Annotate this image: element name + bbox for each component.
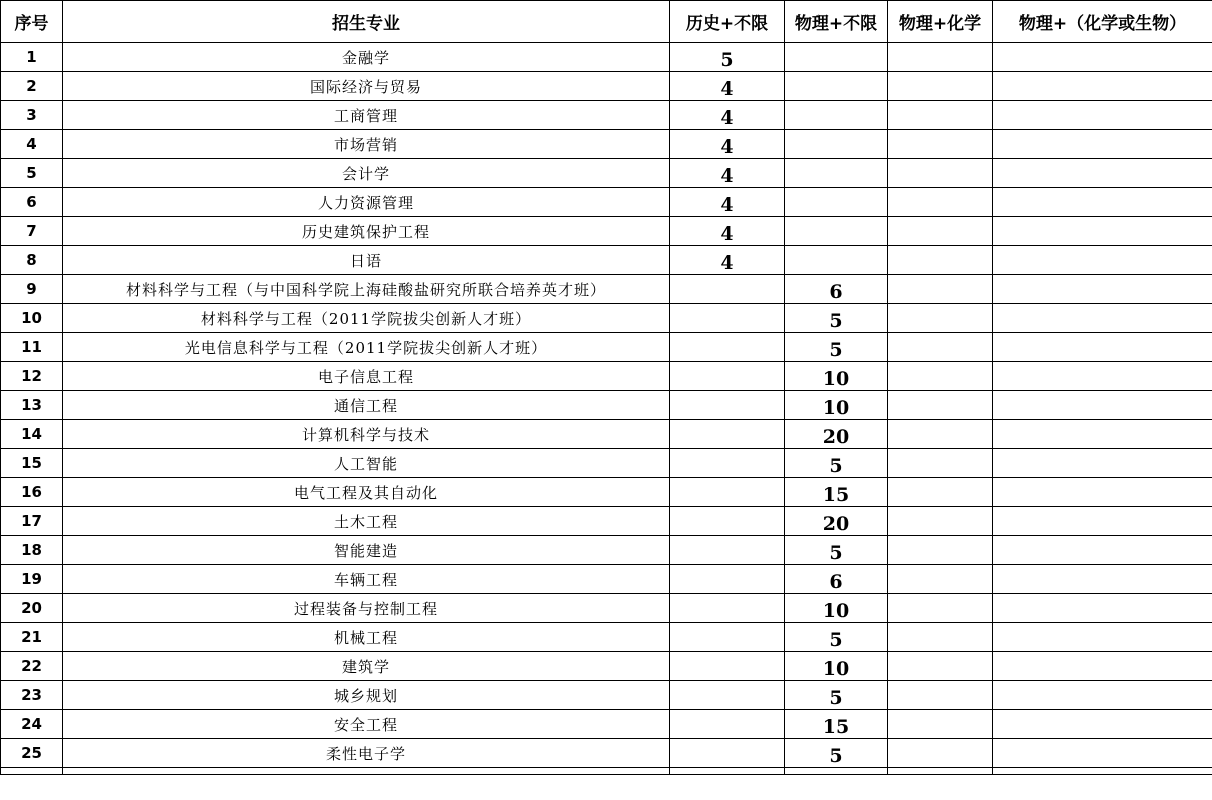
cell-index: 5 <box>1 159 63 188</box>
cell-physics-chem-or-bio <box>993 652 1212 681</box>
cell-empty <box>1 768 63 775</box>
table-row <box>1 159 1212 188</box>
cell-history-any <box>670 275 785 304</box>
cell-physics-any: 10 <box>785 594 888 623</box>
cell-physics-chem-or-bio <box>993 72 1212 101</box>
table-row <box>1 420 1212 449</box>
cell-major: 安全工程 <box>63 710 670 739</box>
cell-empty <box>670 768 785 775</box>
cell-physics-any <box>785 72 888 101</box>
cell-physics-any: 6 <box>785 275 888 304</box>
cell-physics-any: 5 <box>785 304 888 333</box>
cell-history-any: 4 <box>670 246 785 275</box>
table-row <box>1 507 1212 536</box>
cell-physics-any: 5 <box>785 681 888 710</box>
cell-physics-chemistry <box>888 362 993 391</box>
cell-index: 8 <box>1 246 63 275</box>
cell-history-any <box>670 739 785 768</box>
cell-index: 24 <box>1 710 63 739</box>
cell-history-any: 4 <box>670 130 785 159</box>
table-row <box>1 130 1212 159</box>
cell-physics-chemistry <box>888 246 993 275</box>
cell-major: 历史建筑保护工程 <box>63 217 670 246</box>
cell-physics-chemistry <box>888 710 993 739</box>
cell-major: 人工智能 <box>63 449 670 478</box>
cell-index: 3 <box>1 101 63 130</box>
cell-physics-chem-or-bio <box>993 536 1212 565</box>
cell-history-any <box>670 333 785 362</box>
cell-major: 金融学 <box>63 43 670 72</box>
cell-history-any <box>670 304 785 333</box>
header-major: 招生专业 <box>63 1 670 43</box>
cell-index: 17 <box>1 507 63 536</box>
cell-physics-any: 5 <box>785 333 888 362</box>
cell-major: 城乡规划 <box>63 681 670 710</box>
cell-major: 计算机科学与技术 <box>63 420 670 449</box>
table-row <box>1 652 1212 681</box>
cell-physics-any: 5 <box>785 536 888 565</box>
table-row <box>1 217 1212 246</box>
cell-physics-any <box>785 159 888 188</box>
cell-physics-chem-or-bio <box>993 101 1212 130</box>
cell-major: 国际经济与贸易 <box>63 72 670 101</box>
cell-physics-chemistry <box>888 304 993 333</box>
cell-index: 14 <box>1 420 63 449</box>
cell-physics-chemistry <box>888 159 993 188</box>
cell-physics-chem-or-bio <box>993 710 1212 739</box>
cell-history-any: 4 <box>670 217 785 246</box>
cell-major: 材料科学与工程（2011学院拔尖创新人才班） <box>63 304 670 333</box>
cell-history-any <box>670 362 785 391</box>
header-history-any: 历史+不限 <box>670 1 785 43</box>
cell-index: 22 <box>1 652 63 681</box>
cell-physics-chemistry <box>888 391 993 420</box>
header-physics-chemistry: 物理+化学 <box>888 1 993 43</box>
cell-physics-chemistry <box>888 594 993 623</box>
cell-physics-chem-or-bio <box>993 507 1212 536</box>
cell-major: 材料科学与工程（与中国科学院上海硅酸盐研究所联合培养英才班） <box>63 275 670 304</box>
cell-physics-chemistry <box>888 623 993 652</box>
table-row <box>1 43 1212 72</box>
cell-index: 16 <box>1 478 63 507</box>
cell-physics-any: 10 <box>785 652 888 681</box>
cell-index: 21 <box>1 623 63 652</box>
cell-history-any <box>670 391 785 420</box>
table-row <box>1 275 1212 304</box>
cell-physics-chemistry <box>888 188 993 217</box>
cell-empty <box>63 768 670 775</box>
cell-history-any <box>670 710 785 739</box>
cell-physics-chemistry <box>888 101 993 130</box>
cell-history-any <box>670 507 785 536</box>
table-row <box>1 362 1212 391</box>
cell-major: 柔性电子学 <box>63 739 670 768</box>
cell-physics-chem-or-bio <box>993 594 1212 623</box>
cell-major: 市场营销 <box>63 130 670 159</box>
cell-physics-any: 10 <box>785 362 888 391</box>
cell-major: 光电信息科学与工程（2011学院拔尖创新人才班） <box>63 333 670 362</box>
cell-empty <box>785 768 888 775</box>
cell-physics-chem-or-bio <box>993 217 1212 246</box>
cell-physics-chem-or-bio <box>993 565 1212 594</box>
cell-major: 工商管理 <box>63 101 670 130</box>
cell-physics-chemistry <box>888 536 993 565</box>
cell-physics-chemistry <box>888 681 993 710</box>
cell-index: 19 <box>1 565 63 594</box>
cell-physics-chemistry <box>888 478 993 507</box>
cell-history-any <box>670 681 785 710</box>
cell-history-any <box>670 594 785 623</box>
cell-physics-any <box>785 130 888 159</box>
cell-index: 18 <box>1 536 63 565</box>
table-row <box>1 246 1212 275</box>
cell-history-any: 4 <box>670 188 785 217</box>
cell-physics-chem-or-bio <box>993 275 1212 304</box>
cell-physics-chem-or-bio <box>993 333 1212 362</box>
cell-index: 10 <box>1 304 63 333</box>
cell-history-any <box>670 565 785 594</box>
cell-physics-chem-or-bio <box>993 43 1212 72</box>
cell-physics-chem-or-bio <box>993 246 1212 275</box>
cell-major: 电气工程及其自动化 <box>63 478 670 507</box>
table-row <box>1 710 1212 739</box>
cell-physics-chem-or-bio <box>993 681 1212 710</box>
table-row <box>1 391 1212 420</box>
table-row <box>1 188 1212 217</box>
cell-physics-chem-or-bio <box>993 623 1212 652</box>
cell-major: 智能建造 <box>63 536 670 565</box>
cell-physics-chemistry <box>888 72 993 101</box>
cell-index: 6 <box>1 188 63 217</box>
cell-physics-chem-or-bio <box>993 362 1212 391</box>
cell-physics-chem-or-bio <box>993 449 1212 478</box>
cell-physics-any: 20 <box>785 420 888 449</box>
table-row <box>1 333 1212 362</box>
cell-empty <box>993 768 1212 775</box>
cell-index: 2 <box>1 72 63 101</box>
cell-physics-chem-or-bio <box>993 159 1212 188</box>
cell-physics-any <box>785 246 888 275</box>
cell-empty <box>888 768 993 775</box>
cell-major: 车辆工程 <box>63 565 670 594</box>
cell-physics-chem-or-bio <box>993 739 1212 768</box>
cell-physics-chemistry <box>888 275 993 304</box>
cell-physics-any <box>785 101 888 130</box>
cell-physics-chem-or-bio <box>993 130 1212 159</box>
table-row <box>1 623 1212 652</box>
cell-index: 7 <box>1 217 63 246</box>
cell-index: 11 <box>1 333 63 362</box>
cell-physics-chemistry <box>888 449 993 478</box>
cell-major: 人力资源管理 <box>63 188 670 217</box>
table-row <box>1 536 1212 565</box>
cell-physics-chemistry <box>888 420 993 449</box>
cell-index: 25 <box>1 739 63 768</box>
table-row <box>1 72 1212 101</box>
table-row-partial <box>1 768 1212 775</box>
cell-physics-chem-or-bio <box>993 420 1212 449</box>
table-row <box>1 594 1212 623</box>
cell-index: 13 <box>1 391 63 420</box>
cell-physics-chemistry <box>888 652 993 681</box>
cell-history-any: 4 <box>670 159 785 188</box>
cell-physics-chemistry <box>888 507 993 536</box>
cell-history-any: 4 <box>670 101 785 130</box>
cell-index: 12 <box>1 362 63 391</box>
cell-major: 电子信息工程 <box>63 362 670 391</box>
table-body <box>1 43 1212 775</box>
table-row <box>1 101 1212 130</box>
cell-index: 20 <box>1 594 63 623</box>
cell-history-any: 5 <box>670 43 785 72</box>
cell-physics-any <box>785 188 888 217</box>
cell-major: 会计学 <box>63 159 670 188</box>
cell-major: 过程装备与控制工程 <box>63 594 670 623</box>
cell-physics-chemistry <box>888 565 993 594</box>
table-row <box>1 304 1212 333</box>
cell-physics-any: 15 <box>785 710 888 739</box>
cell-major: 土木工程 <box>63 507 670 536</box>
cell-major: 通信工程 <box>63 391 670 420</box>
cell-index: 23 <box>1 681 63 710</box>
cell-physics-any: 6 <box>785 565 888 594</box>
cell-major: 机械工程 <box>63 623 670 652</box>
table-row <box>1 478 1212 507</box>
cell-physics-any: 10 <box>785 391 888 420</box>
header-physics-any: 物理+不限 <box>785 1 888 43</box>
cell-physics-chemistry <box>888 333 993 362</box>
header-physics-chem-or-bio: 物理+（化学或生物） <box>993 1 1212 43</box>
cell-physics-chemistry <box>888 739 993 768</box>
cell-physics-any: 20 <box>785 507 888 536</box>
cell-physics-any: 5 <box>785 739 888 768</box>
cell-physics-chem-or-bio <box>993 391 1212 420</box>
cell-history-any <box>670 623 785 652</box>
cell-major: 日语 <box>63 246 670 275</box>
cell-physics-chemistry <box>888 217 993 246</box>
cell-physics-any: 5 <box>785 623 888 652</box>
cell-index: 9 <box>1 275 63 304</box>
cell-index: 15 <box>1 449 63 478</box>
table-row <box>1 739 1212 768</box>
cell-physics-any <box>785 43 888 72</box>
cell-history-any <box>670 449 785 478</box>
cell-physics-chem-or-bio <box>993 304 1212 333</box>
cell-physics-chem-or-bio <box>993 478 1212 507</box>
cell-history-any <box>670 478 785 507</box>
header-index: 序号 <box>1 1 63 43</box>
table-row <box>1 681 1212 710</box>
cell-physics-chem-or-bio <box>993 188 1212 217</box>
header-row <box>1 1 1212 43</box>
cell-history-any <box>670 420 785 449</box>
cell-physics-chemistry <box>888 130 993 159</box>
cell-physics-chemistry <box>888 43 993 72</box>
cell-history-any: 4 <box>670 72 785 101</box>
table-row <box>1 565 1212 594</box>
cell-history-any <box>670 652 785 681</box>
cell-physics-any: 5 <box>785 449 888 478</box>
cell-physics-any <box>785 217 888 246</box>
table-row <box>1 449 1212 478</box>
cell-history-any <box>670 536 785 565</box>
cell-index: 4 <box>1 130 63 159</box>
cell-physics-any: 15 <box>785 478 888 507</box>
cell-index: 1 <box>1 43 63 72</box>
cell-major: 建筑学 <box>63 652 670 681</box>
